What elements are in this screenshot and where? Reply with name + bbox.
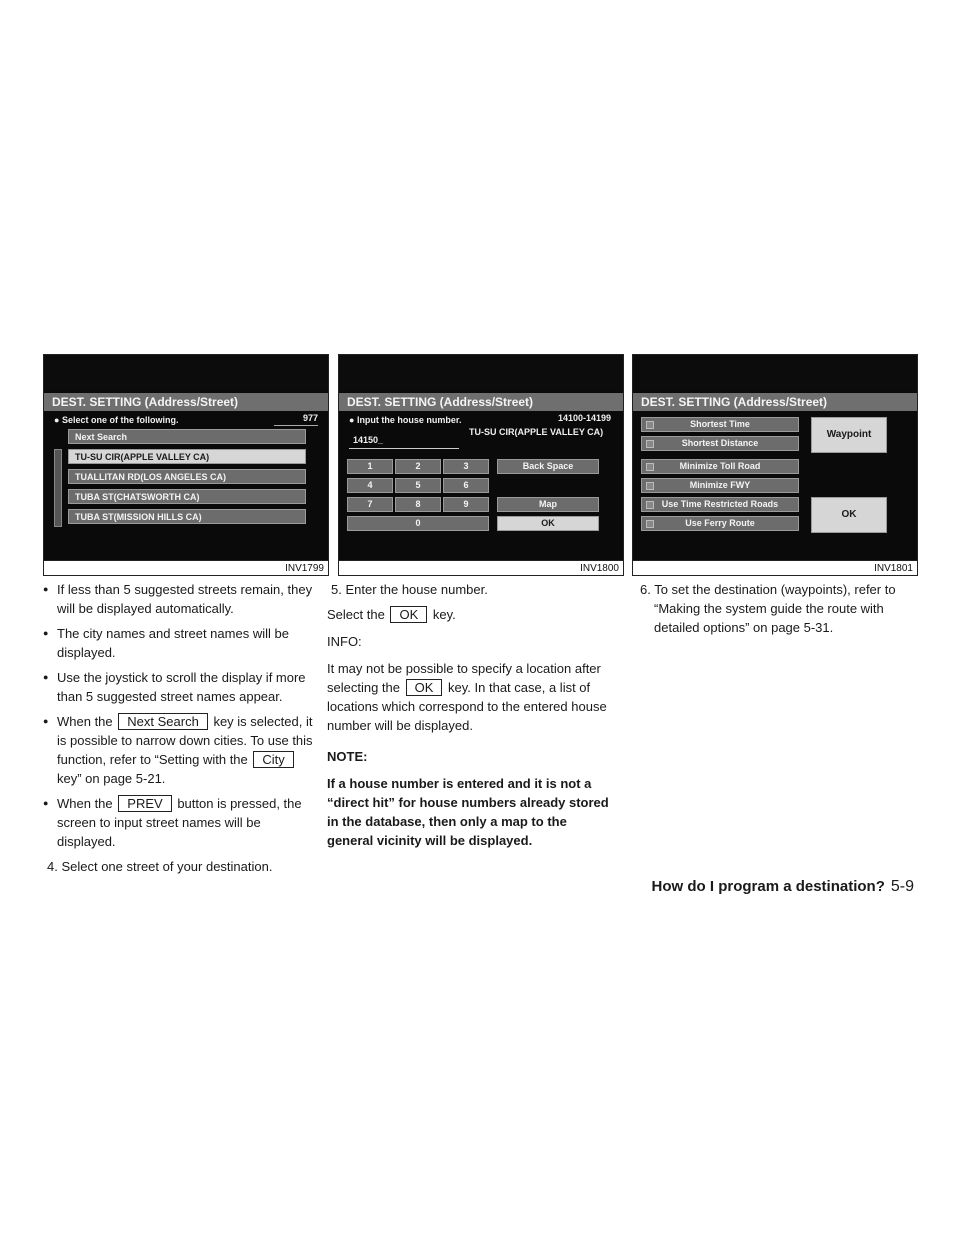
checkbox-icon — [646, 520, 654, 528]
screen-prompt: ● Input the house number. — [349, 415, 462, 425]
select-ok-text: Select the OK key. — [327, 607, 456, 622]
option-minimize-fwy[interactable]: Minimize FWY — [641, 478, 799, 493]
note-heading: NOTE: — [327, 749, 368, 764]
key-0[interactable]: 0 — [347, 516, 489, 531]
checkbox-icon — [646, 482, 654, 490]
list-scrollbar[interactable] — [54, 449, 62, 527]
note-text: If a house number is entered and it is not a “direct hit” for house numbers already stored in the database, then only a map to the general vicinity will be displayed. — [327, 776, 609, 848]
figure-label: INV1800 — [580, 563, 619, 574]
option-minimize-toll-road[interactable]: Minimize Toll Road — [641, 459, 799, 474]
key-4[interactable]: 4 — [347, 478, 393, 493]
screen-prompt: ● Select one of the following. — [54, 415, 179, 425]
option-ferry-route[interactable]: Use Ferry Route — [641, 516, 799, 531]
figure-label-bar — [339, 560, 623, 575]
bullet-item: ● Use the joystick to scroll the display if more than 5 suggested street names appear. — [43, 668, 321, 706]
step-text: 6. To set the destination (waypoints), refer to “Making the system guide the route with detailed options” on page 5-31. — [640, 582, 896, 635]
figure-label-bar — [633, 560, 917, 575]
house-number-input[interactable]: 14150_ — [349, 431, 459, 449]
selected-street: TU-SU CIR(APPLE VALLEY CA) — [469, 427, 604, 437]
key-2[interactable]: 2 — [395, 459, 441, 474]
checkbox-icon — [646, 421, 654, 429]
step-text: 5. Enter the house number. — [331, 582, 488, 597]
checkbox-icon — [646, 501, 654, 509]
nav-screen — [633, 391, 917, 561]
next-search-button[interactable]: Next Search — [68, 429, 306, 444]
figure-label-bar — [44, 560, 328, 575]
figure-label: INV1799 — [285, 563, 324, 574]
bullet-item: ● The city names and street names will be displayed. — [43, 624, 321, 662]
key-7[interactable]: 7 — [347, 497, 393, 512]
info-heading: INFO: — [327, 634, 362, 649]
result-count: 977 — [302, 413, 318, 423]
text-column-3 — [636, 580, 914, 643]
info-text: It may not be possible to specify a location after selecting the OK key. In that case, a list of locations which correspond to the entered house number will be displayed. — [327, 661, 607, 733]
key-6[interactable]: 6 — [443, 478, 489, 493]
bullet-item: ● When the Next Search key is selected, it is possible to narrow down cities. To use this function, refer to “Setting with the City key” on page 5-21. — [43, 712, 321, 788]
screen-title: DEST. SETTING (Address/Street) — [339, 393, 623, 411]
checkbox-icon — [646, 440, 654, 448]
figure-street-list — [43, 354, 329, 576]
figure-route-options — [632, 354, 918, 576]
street-list-item[interactable]: TUBA ST(MISSION HILLS CA) — [68, 509, 306, 524]
checkbox-icon — [646, 463, 654, 471]
street-list-item[interactable]: TU-SU CIR(APPLE VALLEY CA) — [68, 449, 306, 464]
count-underline — [274, 425, 318, 426]
figure-house-number — [338, 354, 624, 576]
key-1[interactable]: 1 — [347, 459, 393, 474]
figure-label: INV1801 — [874, 563, 913, 574]
street-list-item[interactable]: TUBA ST(CHATSWORTH CA) — [68, 489, 306, 504]
option-time-restricted-roads[interactable]: Use Time Restricted Roads — [641, 497, 799, 512]
city-key: City — [253, 751, 293, 768]
bullet-item: ● If less than 5 suggested streets remain, they will be displayed automatically. — [43, 580, 321, 618]
prev-key: PREV — [118, 795, 171, 812]
ok-button[interactable]: OK — [497, 516, 599, 531]
bullet-item: ● When the PREV button is pressed, the screen to input street names will be displayed. — [43, 794, 321, 851]
ok-key: OK — [390, 606, 427, 623]
key-5[interactable]: 5 — [395, 478, 441, 493]
waypoint-button[interactable]: Waypoint — [811, 417, 887, 453]
screen-title: DEST. SETTING (Address/Street) — [44, 393, 328, 411]
nav-screen — [339, 391, 623, 561]
key-3[interactable]: 3 — [443, 459, 489, 474]
option-shortest-time[interactable]: Shortest Time — [641, 417, 799, 432]
text-column-2 — [327, 580, 609, 858]
section-title: How do I program a destination? — [651, 878, 885, 895]
ok-key: OK — [406, 679, 443, 696]
key-9[interactable]: 9 — [443, 497, 489, 512]
back-space-button[interactable]: Back Space — [497, 459, 599, 474]
option-shortest-distance[interactable]: Shortest Distance — [641, 436, 799, 451]
nav-screen — [44, 391, 328, 561]
map-button[interactable]: Map — [497, 497, 599, 512]
next-search-key: Next Search — [118, 713, 208, 730]
key-8[interactable]: 8 — [395, 497, 441, 512]
page-footer — [652, 878, 914, 896]
screen-title: DEST. SETTING (Address/Street) — [633, 393, 917, 411]
ok-button[interactable]: OK — [811, 497, 887, 533]
house-number-range: 14100-14199 — [557, 413, 611, 423]
street-list-item[interactable]: TUALLITAN RD(LOS ANGELES CA) — [68, 469, 306, 484]
page-number: 5-9 — [890, 878, 914, 895]
text-column-1 — [43, 580, 321, 882]
step-text: 4. Select one street of your destination. — [47, 859, 273, 874]
